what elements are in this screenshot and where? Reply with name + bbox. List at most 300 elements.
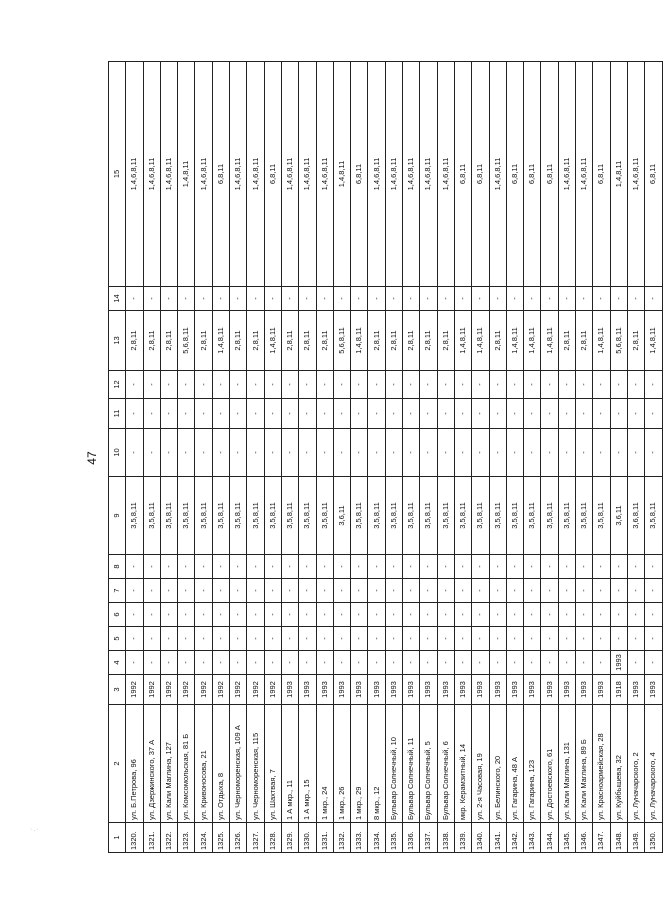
table-cell: - bbox=[333, 287, 350, 311]
table-cell: - bbox=[472, 429, 489, 477]
table-cell: - bbox=[368, 555, 385, 579]
address-cell: мкр. Керамзитный, 14 bbox=[454, 705, 471, 823]
table-cell: 3,5,8,11 bbox=[126, 477, 143, 555]
table-row bbox=[299, 62, 316, 853]
table-row bbox=[610, 62, 627, 853]
table-cell: 1,4,6,8,11 bbox=[437, 62, 454, 287]
address-cell: Бульвар Солнечный, 10 bbox=[385, 705, 402, 823]
table-cell: 3,5,8,11 bbox=[230, 477, 247, 555]
table-cell: 1993 bbox=[385, 675, 402, 705]
table-cell: - bbox=[403, 603, 420, 627]
address-cell: 1 мкр., 29 bbox=[351, 705, 368, 823]
table-cell: - bbox=[437, 399, 454, 429]
table-cell: 1993 bbox=[472, 675, 489, 705]
table-cell: 1992 bbox=[126, 675, 143, 705]
table-cell: 3,6,11 bbox=[610, 477, 627, 555]
table-cell: - bbox=[454, 627, 471, 651]
table-cell: - bbox=[247, 429, 264, 477]
table-cell: - bbox=[385, 627, 402, 651]
address-cell: ул. Шахтвая, 7 bbox=[264, 705, 281, 823]
table-cell: - bbox=[299, 555, 316, 579]
address-cell: ул. Кали Маглина, 89 Б bbox=[576, 705, 593, 823]
table-cell: - bbox=[316, 399, 333, 429]
table-cell: - bbox=[627, 429, 644, 477]
table-cell: - bbox=[316, 371, 333, 399]
table-cell: - bbox=[230, 371, 247, 399]
table-cell: - bbox=[195, 429, 212, 477]
table-cell: - bbox=[437, 371, 454, 399]
table-cell: 5,6,8,11 bbox=[610, 311, 627, 371]
table-cell: - bbox=[437, 429, 454, 477]
table-row bbox=[230, 62, 247, 853]
table-cell: - bbox=[610, 371, 627, 399]
table-cell: - bbox=[489, 399, 506, 429]
table-cell: - bbox=[558, 627, 575, 651]
table-cell: - bbox=[195, 371, 212, 399]
table-cell: - bbox=[385, 603, 402, 627]
row-number: 1346. bbox=[576, 823, 593, 853]
table-cell: - bbox=[627, 287, 644, 311]
table-row bbox=[506, 62, 523, 853]
address-cell: Бульвар Солнечный, 5 bbox=[420, 705, 437, 823]
address-cell: ул. Дзержинского, 37 А bbox=[143, 705, 160, 823]
address-cell: ул. Белинского, 20 bbox=[489, 705, 506, 823]
table-cell: - bbox=[541, 579, 558, 603]
table-cell: - bbox=[281, 603, 298, 627]
table-row bbox=[627, 62, 644, 853]
row-number: 1334. bbox=[368, 823, 385, 853]
table-cell: 1,4,8,11 bbox=[541, 311, 558, 371]
column-header: 9 bbox=[109, 477, 126, 555]
table-cell: 1,4,8,11 bbox=[454, 311, 471, 371]
table-cell: - bbox=[351, 579, 368, 603]
table-cell: 1,4,6,8,11 bbox=[143, 62, 160, 287]
table-cell: 1993 bbox=[403, 675, 420, 705]
table-cell: - bbox=[333, 429, 350, 477]
table-cell: 1992 bbox=[247, 675, 264, 705]
row-number: 1327. bbox=[247, 823, 264, 853]
row-number: 1323. bbox=[178, 823, 195, 853]
table-cell: - bbox=[576, 399, 593, 429]
table-cell: 1,4,8,11 bbox=[645, 311, 662, 371]
table-cell: - bbox=[368, 627, 385, 651]
table-cell: 3,5,8,11 bbox=[524, 477, 541, 555]
table-cell: - bbox=[558, 603, 575, 627]
table-cell: 1,4,6,8,11 bbox=[126, 62, 143, 287]
table-cell: - bbox=[506, 603, 523, 627]
address-cell: ул. Комсомольская, 81 Б bbox=[178, 705, 195, 823]
table-row bbox=[489, 62, 506, 853]
table-cell: 3,5,8,11 bbox=[195, 477, 212, 555]
table-cell: - bbox=[541, 287, 558, 311]
table-cell: 1,4,6,8,11 bbox=[195, 62, 212, 287]
table-cell: 3,5,8,11 bbox=[299, 477, 316, 555]
table-cell: - bbox=[420, 399, 437, 429]
table-cell: - bbox=[230, 399, 247, 429]
table-cell: - bbox=[247, 579, 264, 603]
table-row bbox=[264, 62, 281, 853]
table-cell: - bbox=[593, 371, 610, 399]
table-cell: - bbox=[333, 627, 350, 651]
table-row bbox=[126, 62, 143, 853]
table-cell: - bbox=[403, 627, 420, 651]
table-cell: - bbox=[454, 579, 471, 603]
table-cell: - bbox=[368, 371, 385, 399]
table-cell: 2,8,11 bbox=[247, 311, 264, 371]
table-row bbox=[420, 62, 437, 853]
table-cell: - bbox=[576, 555, 593, 579]
table-cell: - bbox=[264, 399, 281, 429]
row-number: 1330. bbox=[299, 823, 316, 853]
table-cell: - bbox=[247, 627, 264, 651]
table-cell: - bbox=[212, 603, 229, 627]
table-cell: 1,4,8,11 bbox=[506, 311, 523, 371]
row-number: 1329. bbox=[281, 823, 298, 853]
table-cell: - bbox=[645, 429, 662, 477]
table-cell: - bbox=[385, 429, 402, 477]
table-cell: 1993 bbox=[351, 675, 368, 705]
table-cell: - bbox=[230, 579, 247, 603]
table-cell: 3,5,8,11 bbox=[143, 477, 160, 555]
table-cell: - bbox=[368, 651, 385, 675]
table-cell: - bbox=[195, 579, 212, 603]
table-cell: 2,8,11 bbox=[437, 311, 454, 371]
table-cell: - bbox=[593, 651, 610, 675]
table-cell: 6,8,11 bbox=[472, 62, 489, 287]
table-cell: 1992 bbox=[264, 675, 281, 705]
row-number: 1341. bbox=[489, 823, 506, 853]
table-cell: - bbox=[160, 555, 177, 579]
table-cell: - bbox=[645, 603, 662, 627]
table-cell: 3,5,8,11 bbox=[178, 477, 195, 555]
table-cell: - bbox=[385, 651, 402, 675]
column-header: 4 bbox=[109, 651, 126, 675]
address-cell: ул. Кали Маглина, 127 bbox=[160, 705, 177, 823]
table-cell: - bbox=[576, 627, 593, 651]
stamp-mark: ·.· bbox=[30, 826, 40, 833]
table-cell: 1992 bbox=[160, 675, 177, 705]
address-cell: 1 мкр., 26 bbox=[333, 705, 350, 823]
table-cell: 1992 bbox=[212, 675, 229, 705]
column-header: 14 bbox=[109, 287, 126, 311]
address-cell: ул. Красноармейская, 28 bbox=[593, 705, 610, 823]
table-cell: 1993 bbox=[299, 675, 316, 705]
table-cell: - bbox=[281, 651, 298, 675]
table-cell: 1,4,6,8,11 bbox=[316, 62, 333, 287]
table-row bbox=[524, 62, 541, 853]
table-row bbox=[351, 62, 368, 853]
table-cell: - bbox=[143, 579, 160, 603]
table-cell: 1,4,8,11 bbox=[351, 311, 368, 371]
table-cell: - bbox=[212, 429, 229, 477]
table-cell: - bbox=[645, 579, 662, 603]
table-row bbox=[593, 62, 610, 853]
table-cell: 2,8,11 bbox=[368, 311, 385, 371]
row-number: 1347. bbox=[593, 823, 610, 853]
row-number: 1331. bbox=[316, 823, 333, 853]
table-cell: - bbox=[264, 603, 281, 627]
table-row bbox=[368, 62, 385, 853]
table-cell: 1,4,6,8,11 bbox=[576, 62, 593, 287]
table-cell: - bbox=[576, 371, 593, 399]
table-cell: 3,5,8,11 bbox=[472, 477, 489, 555]
table-cell: 1993 bbox=[645, 675, 662, 705]
table-cell: - bbox=[576, 603, 593, 627]
table-cell: - bbox=[524, 429, 541, 477]
table-cell: - bbox=[264, 287, 281, 311]
table-cell: - bbox=[160, 287, 177, 311]
table-cell: - bbox=[420, 603, 437, 627]
table-cell: - bbox=[403, 287, 420, 311]
table-cell: - bbox=[610, 603, 627, 627]
table-cell: - bbox=[368, 429, 385, 477]
table-cell: 3,5,8,11 bbox=[160, 477, 177, 555]
row-number: 1325. bbox=[212, 823, 229, 853]
table-cell: - bbox=[524, 399, 541, 429]
table-cell: - bbox=[299, 651, 316, 675]
table-cell: - bbox=[299, 579, 316, 603]
table-cell: - bbox=[212, 627, 229, 651]
table-cell: - bbox=[627, 579, 644, 603]
table-cell: - bbox=[420, 579, 437, 603]
table-cell: 1,4,6,8,11 bbox=[385, 62, 402, 287]
row-number: 1328. bbox=[264, 823, 281, 853]
table-cell: - bbox=[160, 603, 177, 627]
table-cell: - bbox=[489, 651, 506, 675]
table-cell: - bbox=[368, 579, 385, 603]
table-cell: - bbox=[160, 429, 177, 477]
table-cell: - bbox=[333, 371, 350, 399]
address-cell: 1 А мкр., 15 bbox=[299, 705, 316, 823]
column-header: 8 bbox=[109, 555, 126, 579]
table-cell: - bbox=[385, 371, 402, 399]
table-cell: 1,4,6,8,11 bbox=[281, 62, 298, 287]
table-cell: - bbox=[454, 603, 471, 627]
table-cell: - bbox=[610, 287, 627, 311]
table-cell: - bbox=[558, 399, 575, 429]
table-cell: - bbox=[126, 603, 143, 627]
table-cell: - bbox=[593, 603, 610, 627]
table-cell: - bbox=[160, 371, 177, 399]
address-cell: ул. Кривоносова, 21 bbox=[195, 705, 212, 823]
table-cell: 3,5,8,11 bbox=[506, 477, 523, 555]
row-number: 1338. bbox=[437, 823, 454, 853]
table-cell: - bbox=[506, 627, 523, 651]
table-cell: - bbox=[299, 429, 316, 477]
table-cell: 1,4,8,11 bbox=[333, 62, 350, 287]
table-cell: - bbox=[489, 429, 506, 477]
table-cell: - bbox=[178, 555, 195, 579]
table-cell: 3,5,8,11 bbox=[541, 477, 558, 555]
table-cell: - bbox=[472, 287, 489, 311]
table-cell: 3,5,8,11 bbox=[351, 477, 368, 555]
table-cell: - bbox=[403, 555, 420, 579]
table-cell: - bbox=[645, 371, 662, 399]
table-cell: - bbox=[403, 371, 420, 399]
table-cell: - bbox=[316, 555, 333, 579]
table-cell: - bbox=[212, 399, 229, 429]
table-cell: - bbox=[264, 429, 281, 477]
table-cell: - bbox=[558, 371, 575, 399]
row-number: 1350. bbox=[645, 823, 662, 853]
table-cell: 6,8,11 bbox=[351, 62, 368, 287]
table-cell: 1,4,6,8,11 bbox=[558, 62, 575, 287]
table-cell: - bbox=[420, 287, 437, 311]
column-header: 13 bbox=[109, 311, 126, 371]
table-cell: - bbox=[143, 627, 160, 651]
table-cell: - bbox=[351, 555, 368, 579]
table-cell: - bbox=[506, 651, 523, 675]
table-cell: - bbox=[299, 627, 316, 651]
table-cell: - bbox=[454, 287, 471, 311]
table-cell: 1993 bbox=[420, 675, 437, 705]
row-number: 1337. bbox=[420, 823, 437, 853]
table-cell: - bbox=[212, 371, 229, 399]
table-cell: - bbox=[195, 555, 212, 579]
table-cell: 1,4,6,8,11 bbox=[299, 62, 316, 287]
table-cell: - bbox=[195, 651, 212, 675]
table-cell: 2,8,11 bbox=[160, 311, 177, 371]
table-cell: - bbox=[264, 555, 281, 579]
row-number: 1348. bbox=[610, 823, 627, 853]
table-cell: - bbox=[420, 651, 437, 675]
table-cell: - bbox=[195, 627, 212, 651]
table-cell: - bbox=[627, 627, 644, 651]
table-cell: - bbox=[126, 399, 143, 429]
table-cell: 1993 bbox=[333, 675, 350, 705]
table-cell: 3,5,8,11 bbox=[316, 477, 333, 555]
address-cell: ул. Кали Маглина, 131 bbox=[558, 705, 575, 823]
row-number: 1345. bbox=[558, 823, 575, 853]
table-cell: - bbox=[593, 627, 610, 651]
table-cell: - bbox=[126, 651, 143, 675]
table-cell: - bbox=[610, 555, 627, 579]
table-cell: - bbox=[351, 627, 368, 651]
table-cell: - bbox=[437, 287, 454, 311]
table-cell: - bbox=[230, 651, 247, 675]
table-cell: 1993 bbox=[627, 675, 644, 705]
page-number: 47 bbox=[85, 451, 99, 465]
table-cell: - bbox=[506, 555, 523, 579]
column-header: 3 bbox=[109, 675, 126, 705]
table-cell: 1,4,6,8,11 bbox=[627, 62, 644, 287]
table-cell: 2,8,11 bbox=[385, 311, 402, 371]
table-cell: - bbox=[420, 555, 437, 579]
address-cell: ул. Черноморенская, 115 bbox=[247, 705, 264, 823]
column-header: 6 bbox=[109, 603, 126, 627]
table-cell: 1,4,6,8,11 bbox=[420, 62, 437, 287]
row-number: 1322. bbox=[160, 823, 177, 853]
table-cell: 1993 bbox=[489, 675, 506, 705]
table-cell: - bbox=[454, 429, 471, 477]
table-cell: - bbox=[645, 627, 662, 651]
table-cell: 3,5,8,11 bbox=[593, 477, 610, 555]
address-cell: ул. Гагарина, 123 bbox=[524, 705, 541, 823]
table-cell: - bbox=[454, 399, 471, 429]
table-cell: - bbox=[178, 429, 195, 477]
table-cell: - bbox=[472, 399, 489, 429]
table-cell: 5,6,8,11 bbox=[178, 311, 195, 371]
table-cell: 3,5,8,11 bbox=[403, 477, 420, 555]
table-cell: 1993 bbox=[506, 675, 523, 705]
table-cell: 6,8,11 bbox=[506, 62, 523, 287]
table-cell: - bbox=[316, 651, 333, 675]
table-cell: - bbox=[143, 555, 160, 579]
table-cell: - bbox=[576, 579, 593, 603]
row-number: 1349. bbox=[627, 823, 644, 853]
table-cell: - bbox=[541, 627, 558, 651]
table-cell: - bbox=[472, 603, 489, 627]
table-cell: - bbox=[489, 371, 506, 399]
table-cell: 1,4,6,8,11 bbox=[230, 62, 247, 287]
table-cell: - bbox=[627, 651, 644, 675]
table-cell: 2,8,11 bbox=[230, 311, 247, 371]
table-cell: - bbox=[489, 627, 506, 651]
table-cell: 1992 bbox=[195, 675, 212, 705]
table-cell: - bbox=[558, 287, 575, 311]
table-row bbox=[333, 62, 350, 853]
row-number: 1343. bbox=[524, 823, 541, 853]
table-cell: 3,5,8,11 bbox=[489, 477, 506, 555]
table-container bbox=[108, 62, 658, 853]
table-cell: - bbox=[437, 579, 454, 603]
table-cell: 3,6,8,11 bbox=[627, 477, 644, 555]
table-cell: - bbox=[593, 579, 610, 603]
address-cell: ул. Гагарина, 48 А bbox=[506, 705, 523, 823]
table-row bbox=[160, 62, 177, 853]
table-cell: 1993 bbox=[610, 651, 627, 675]
table-cell: 3,5,8,11 bbox=[385, 477, 402, 555]
table-cell: 2,8,11 bbox=[489, 311, 506, 371]
table-row bbox=[437, 62, 454, 853]
table-row bbox=[178, 62, 195, 853]
table-cell: 3,5,8,11 bbox=[281, 477, 298, 555]
table-cell: - bbox=[281, 399, 298, 429]
table-cell: 2,8,11 bbox=[403, 311, 420, 371]
table-cell: - bbox=[385, 399, 402, 429]
table-cell: - bbox=[212, 555, 229, 579]
table-cell: - bbox=[541, 371, 558, 399]
row-number: 1339. bbox=[454, 823, 471, 853]
table-cell: 2,8,11 bbox=[143, 311, 160, 371]
table-cell: - bbox=[178, 579, 195, 603]
table-cell: - bbox=[541, 429, 558, 477]
table-cell: 1,4,8,11 bbox=[212, 311, 229, 371]
table-cell: - bbox=[178, 651, 195, 675]
table-cell: - bbox=[143, 371, 160, 399]
table-cell: - bbox=[558, 651, 575, 675]
table-cell: - bbox=[212, 579, 229, 603]
table-cell: - bbox=[143, 429, 160, 477]
table-cell: 2,8,11 bbox=[299, 311, 316, 371]
table-cell: 6,8,11 bbox=[593, 62, 610, 287]
table-cell: - bbox=[489, 579, 506, 603]
address-cell: ул. Б.Петрова, 96 bbox=[126, 705, 143, 823]
table-cell: - bbox=[437, 603, 454, 627]
table-cell: 1993 bbox=[437, 675, 454, 705]
table-row bbox=[541, 62, 558, 853]
table-cell: - bbox=[126, 555, 143, 579]
data-table bbox=[108, 61, 663, 853]
table-cell: 1,4,6,8,11 bbox=[160, 62, 177, 287]
table-cell: - bbox=[316, 429, 333, 477]
table-cell: - bbox=[126, 429, 143, 477]
table-cell: 1993 bbox=[558, 675, 575, 705]
table-cell: - bbox=[333, 651, 350, 675]
table-cell: 3,5,8,11 bbox=[437, 477, 454, 555]
table-cell: 1,4,8,11 bbox=[610, 62, 627, 287]
table-row bbox=[403, 62, 420, 853]
